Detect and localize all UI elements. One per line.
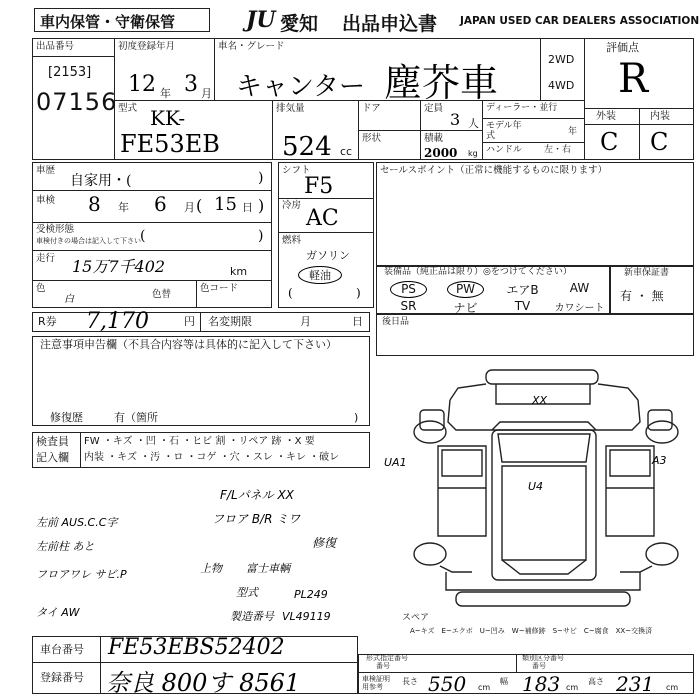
remark-left-2: 左前柱 あと <box>36 540 95 553</box>
fuel-diesel: 軽油 <box>298 266 342 284</box>
height-label: 高さ <box>588 677 604 686</box>
shift-value: F5 <box>304 174 334 199</box>
remark-left-3: フロアワレ サビ.P <box>36 568 127 581</box>
load-unit: kg <box>468 149 478 158</box>
form-no-sub: 番号 <box>376 662 390 670</box>
reg-no-value: 奈良 800す 8561 <box>106 669 301 697</box>
cat-no-label: 類別区分番号 <box>522 654 564 662</box>
repair-value: 有（箇所 <box>114 411 158 424</box>
name-change-month: 月 <box>300 315 311 328</box>
recycle-row <box>32 312 370 332</box>
r-label: R券 <box>38 315 57 328</box>
equipment-item: AW <box>569 281 590 295</box>
insp-month: 6 <box>154 192 167 216</box>
length-label: 長さ <box>402 677 418 686</box>
sales-point-box <box>376 162 694 266</box>
equipment-item: TV <box>514 299 531 313</box>
receipt-close: ) <box>258 228 264 244</box>
name-change-label: 名変期限 <box>208 315 252 328</box>
fuel-label: 燃料 <box>282 235 302 246</box>
load-label: 積載 <box>424 133 444 144</box>
receipt-note: 車検付きの場合は記入して下さい <box>36 237 141 245</box>
model-prefix: KK- <box>150 106 186 130</box>
door-label: ドア <box>362 103 381 114</box>
equipment-item: SR <box>400 299 417 313</box>
remark-mid-3: 型式 <box>236 586 258 599</box>
sales-point-label: セールスポイント（正常に機能するものに限ります） <box>380 165 608 176</box>
dealer-label: ディーラー・並行 <box>486 103 558 113</box>
lot-label: 出品番号 <box>36 41 75 52</box>
reg-year-unit: 年 <box>160 87 171 100</box>
insp-day: 15 <box>214 194 237 215</box>
width-value: 183 <box>522 672 561 696</box>
storage-label: 車内保管・守衛保管 <box>40 13 176 31</box>
reg-month-unit: 月 <box>201 87 212 100</box>
model-label: 型式 <box>118 103 138 114</box>
model-year-label: モデル年式 <box>486 121 522 141</box>
load-value: 2000 <box>424 146 458 160</box>
repair-label: 修復歴 <box>50 411 83 424</box>
color-code-label: 色コード <box>200 283 239 294</box>
handle-value: 左・右 <box>544 145 572 155</box>
receipt-label: 受検形態 <box>36 224 75 235</box>
r-yen: 円 <box>184 315 195 328</box>
chassis-value: FE53EBS52402 <box>108 635 285 660</box>
equipment-item: カワシート <box>554 303 605 314</box>
diagram-mark-left: UA1 <box>384 456 407 469</box>
inspector-label-2: 記入欄 <box>36 451 69 464</box>
capacity-label: 定員 <box>424 103 444 114</box>
history-close: ) <box>258 170 264 186</box>
equipment-item: PW <box>447 281 484 298</box>
remark-left-4: タイ AW <box>36 606 80 619</box>
reg-month: 3 <box>184 72 198 97</box>
repair-close: ) <box>354 411 359 424</box>
mileage-label: 走行 <box>36 253 56 264</box>
drive-2wd: 2WD <box>548 53 575 66</box>
assoc-name: JAPAN USED CAR DEALERS ASSOCIATION <box>460 15 700 27</box>
inspector-row-2: 内装 ・キズ ・汚 ・ロ ・コゲ ・穴 ・スレ ・キレ ・破レ <box>84 452 340 463</box>
cert-label: 車検証明用参考 <box>362 675 390 691</box>
color-label: 色 <box>36 283 46 294</box>
ju-logo: JU <box>246 7 276 33</box>
mileage-unit: km <box>230 265 248 278</box>
inspection-label: 車検 <box>36 195 56 206</box>
receipt-open: ( <box>140 228 146 244</box>
diagram-mark-top: XX <box>532 394 548 407</box>
shape-label: 形状 <box>362 133 382 144</box>
new-warranty-label: 新車保証書 <box>624 268 670 278</box>
insp-month-unit: 月 <box>184 201 195 214</box>
lot-sub: [2153] <box>48 65 92 80</box>
reg-label: 初度登録年月 <box>118 41 176 52</box>
capacity-value: 3 <box>450 110 461 129</box>
width-unit: cm <box>566 683 579 692</box>
history-label: 車歴 <box>36 165 56 176</box>
equipment-grid <box>380 281 608 316</box>
remark-mid-1: 上物 <box>200 562 222 575</box>
fuel-gas: ガソリン <box>306 249 350 262</box>
reg-year: 12 <box>128 72 156 97</box>
insp-year-unit: 年 <box>118 201 129 214</box>
model-year-unit: 年 <box>568 127 578 137</box>
width-label: 幅 <box>500 677 508 686</box>
remark-right-3: 修復 <box>312 536 337 550</box>
chassis-label: 車台番号 <box>40 643 84 656</box>
ext-label: 外装 <box>596 111 616 122</box>
height-value: 231 <box>616 672 655 696</box>
remark-left-1: 左前 AUS.C.C字 <box>36 516 118 529</box>
disp-value: 524 <box>282 132 332 162</box>
length-value: 550 <box>428 672 467 696</box>
capacity-unit: 人 <box>468 117 479 130</box>
remark-right-1: F/Lパネル XX <box>220 488 294 502</box>
rear-items-label: 後日品 <box>382 317 410 327</box>
grade-value: R <box>618 56 649 102</box>
r-value: 7,170 <box>86 309 149 334</box>
fuel-close: ) <box>356 286 361 300</box>
form-title: 出品申込書 <box>342 13 438 35</box>
handle-label: ハンドル <box>486 145 523 155</box>
remark-mid-6: VL49119 <box>282 610 331 623</box>
name-label: 車名・グレード <box>218 41 285 52</box>
ext-value: C <box>600 128 619 156</box>
history-value: 自家用・( <box>70 173 132 189</box>
inspector-label-1: 検査員 <box>36 435 69 448</box>
reg-no-label: 登録番号 <box>40 671 84 684</box>
ac-label: 冷房 <box>282 200 302 211</box>
car-grade: 塵芥車 <box>384 61 499 105</box>
org-name: 愛知 <box>280 13 319 35</box>
height-unit: cm <box>666 683 679 692</box>
grade-label: 評価点 <box>606 41 639 54</box>
remark-right-2: フロア B/R ミワ <box>212 512 301 526</box>
insp-year: 8 <box>88 192 101 216</box>
lot-number: 07156 <box>36 88 118 116</box>
notes-title: 注意事項申告欄（不具合内容等は具体的に記入して下さい） <box>40 338 337 351</box>
equipment-label: 装備品（純正品は限り）◎をつけてください） <box>384 267 572 277</box>
color-value: 白 <box>64 294 74 305</box>
insp-close: ) <box>258 196 265 215</box>
diagram-legend: A~キズ E~エクボ U~凹み W~補修跡 S~サビ C~腐食 XX~交換済 <box>410 627 653 635</box>
form-no-label: 形式指定番号 <box>366 654 408 662</box>
spare-label: スペア <box>402 613 430 623</box>
car-name: キャンター <box>236 72 365 102</box>
new-warranty-values: 有 ・ 無 <box>620 289 664 303</box>
equipment-item: ナビ <box>453 301 478 315</box>
ac-value: AC <box>306 206 339 231</box>
length-unit: cm <box>478 683 491 692</box>
rear-items-box <box>376 314 694 356</box>
equipment-item: PS <box>390 281 427 298</box>
color-change-label: 色替 <box>152 289 172 300</box>
mileage-value: 15万7千402 <box>72 257 166 276</box>
shift-label: シフト <box>282 165 311 176</box>
int-label: 内装 <box>650 111 670 122</box>
insp-day-unit: 日 <box>242 201 253 214</box>
disp-label: 排気量 <box>276 103 305 114</box>
name-change-day: 日 <box>352 315 363 328</box>
remark-mid-5: 製造番号 <box>230 610 274 623</box>
drive-4wd: 4WD <box>548 79 575 92</box>
remark-mid-2: 富士車輌 <box>246 562 290 575</box>
model-code: FE53EB <box>120 130 220 158</box>
inspector-row-1: FW ・キズ ・凹 ・石 ・ヒビ 割 ・リペア 跡 ・X 要 <box>84 436 315 447</box>
cat-no-sub: 番号 <box>532 662 546 670</box>
remark-mid-4: PL249 <box>294 588 328 601</box>
diagram-mark-right: A3 <box>652 454 667 467</box>
insp-open: ( <box>196 196 203 215</box>
disp-unit: cc <box>340 145 353 158</box>
equipment-item: エアB <box>506 283 539 297</box>
fuel-open: ( <box>288 286 293 300</box>
int-value: C <box>650 128 669 156</box>
diagram-mark-center: U4 <box>528 480 544 493</box>
